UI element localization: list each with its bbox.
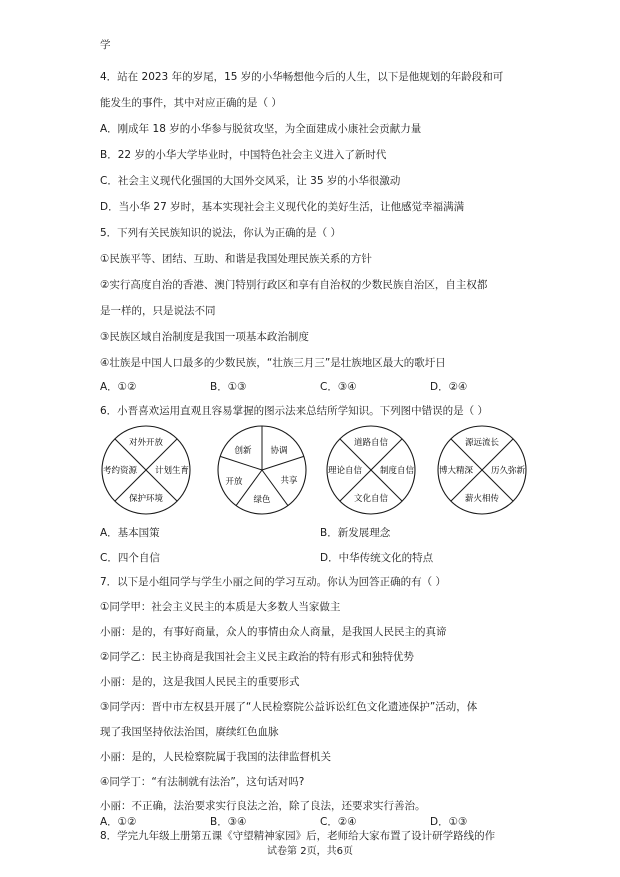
- q5-option-a: A．①②: [100, 381, 137, 393]
- q5-statement-2: ②实行高度自治的香港、澳门特别行政区和享有自治权的少数民族自治区，自主权都: [100, 279, 488, 291]
- diagram-a-label: 对外开放: [128, 438, 164, 448]
- q4-option-d: D．当小华 27 岁时，基本实现社会主义现代化的美好生活，让他感觉幸福满满: [100, 201, 465, 213]
- diagram-b-label: 绿色: [253, 495, 271, 505]
- diagram-c-label: 道路自信: [353, 438, 389, 448]
- q4-option-b: B．22 岁的小华大学毕业时，中国特色社会主义进入了新时代: [100, 149, 387, 161]
- question-8: 8．学完九年级上册第五课《守望精神家园》后，老师给大家布置了设计研学路线的作: [100, 830, 496, 842]
- q7-reply-1: 小丽：是的，有事好商量，众人的事情由众人商量，是我国人民民主的真谛: [100, 626, 447, 638]
- diagram-c-label: 制度自信: [379, 466, 415, 476]
- q5-option-b: B．①③: [210, 381, 247, 393]
- q5-option-d: D．②④: [430, 381, 468, 393]
- q7-option-c: C．②④: [320, 816, 357, 828]
- q7-reply-2: 小丽：是的，这是我国人民民主的重要形式: [100, 676, 300, 688]
- diagram-d-label: 历久弥新: [490, 466, 526, 476]
- diagram-b-label: 共享: [280, 476, 298, 486]
- q7-statement-2: ②同学乙：民主协商是我国社会主义民主政治的特有形式和独特优势: [100, 651, 414, 663]
- q7-option-d: D．①③: [430, 816, 468, 828]
- q4-option-a: A．刚成年 18 岁的小华参与脱贫攻坚，为全面建成小康社会贡献力量: [100, 123, 422, 135]
- q5-statement-2-cont: 是一样的，只是说法不同: [100, 305, 216, 317]
- q5-statement-1: ①民族平等、团结、互助、和谐是我国处理民族关系的方针: [100, 253, 372, 265]
- question-4: 4．站在 2023 年的岁尾，15 岁的小华畅想他今后的人生，以下是他规划的年龄段和可: [100, 71, 504, 83]
- q7-statement-1: ①同学甲：社会主义民主的本质是大多数人当家做主: [100, 601, 341, 613]
- q5-statement-3: ③民族区域自治制度是我国一项基本政治制度: [100, 331, 309, 343]
- diagram-c-label: 文化自信: [353, 494, 389, 504]
- diagram-d: [436, 424, 528, 516]
- diagram-a-label: 考约资源: [102, 466, 138, 476]
- q6-option-a: A．基本国策: [100, 527, 160, 539]
- q7-statement-3-cont: 现了我国坚持依法治国，赓续红色血脉: [100, 726, 279, 738]
- q5-statement-4: ④壮族是中国人口最多的少数民族，“壮族三月三”是壮族地区最大的歌圩日: [100, 357, 446, 369]
- diagram-d-label: 薪火相传: [464, 494, 500, 504]
- q6-option-d: D．中华传统文化的特点: [320, 552, 434, 564]
- q7-option-a: A．①②: [100, 816, 137, 828]
- q7-reply-3: 小丽：是的，人民检察院属于我国的法律监督机关: [100, 751, 331, 763]
- diagram-b-label: 协调: [270, 446, 288, 456]
- q7-statement-4: ④同学丁：“有法制就有法治”，这句话对吗?: [100, 776, 305, 788]
- question-6: 6．小晋喜欢运用直观且容易掌握的图示法来总结所学知识。下列图中错误的是（ ）: [100, 405, 489, 417]
- diagram-b-label: 开放: [225, 477, 243, 487]
- question-4-cont: 能发生的事件，其中对应正确的是（ ）: [100, 97, 282, 109]
- diagram-b: [216, 424, 308, 516]
- q6-option-c: C．四个自信: [100, 552, 160, 564]
- question-7: 7．以下是小组同学与学生小丽之间的学习互动。你认为回答正确的有（ ）: [100, 576, 447, 588]
- q7-option-b: B．③④: [210, 816, 247, 828]
- q6-option-b: B．新发展理念: [320, 527, 391, 539]
- q7-statement-3: ③同学丙：晋中市左权县开展了“人民检察院公益诉讼红色文化遗迹保护”活动，体: [100, 701, 478, 713]
- diagram-a-label: 保护环境: [128, 494, 164, 504]
- q5-option-c: C．③④: [320, 381, 357, 393]
- diagram-a-label: 计划生育: [154, 466, 190, 476]
- diagram-a: [100, 424, 192, 516]
- diagram-d-label: 博大精深: [438, 466, 474, 476]
- question-5: 5．下列有关民族知识的说法，你认为正确的是（ ）: [100, 227, 342, 239]
- diagram-c-label: 理论自信: [327, 466, 363, 476]
- diagram-d-label: 源远流长: [464, 438, 500, 448]
- diagram-b-label: 创新: [234, 446, 252, 456]
- q4-option-c: C．社会主义现代化强国的大国外交风采，让 35 岁的小华很激动: [100, 175, 401, 187]
- diagram-c: [325, 424, 417, 516]
- q7-reply-4: 小丽：不正确，法治要求实行良法之治，除了良法，还要求实行善治。: [100, 800, 426, 812]
- continued-text: 学: [100, 39, 111, 51]
- page-footer: 试卷第 2页，共6页: [267, 846, 353, 857]
